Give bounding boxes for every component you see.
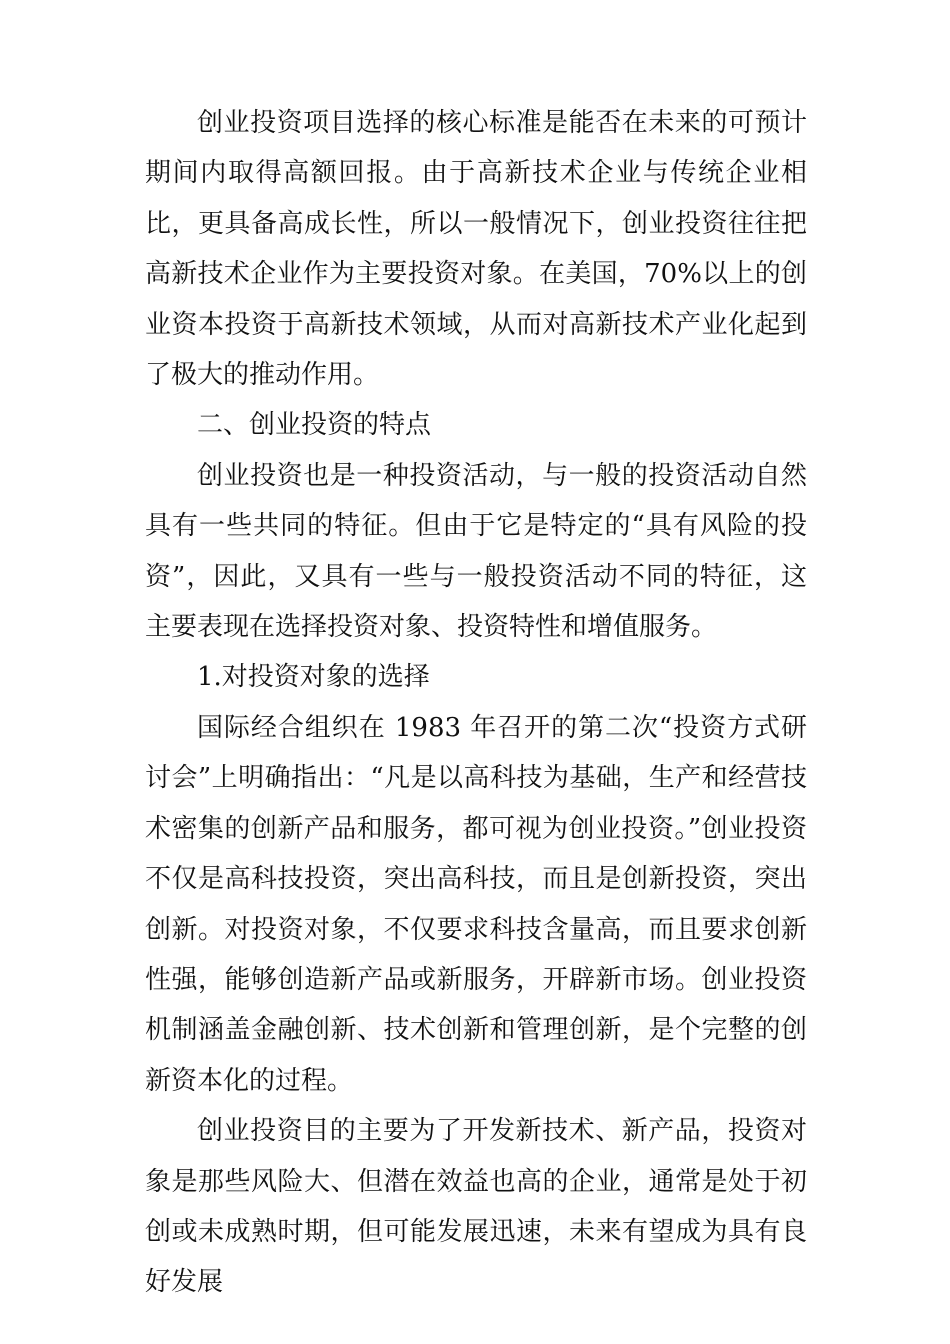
document-body bbox=[145, 98, 807, 1308]
paragraph-characteristics-intro: 创业投资也是一种投资活动，与一般的投资活动自然具有一些共同的特征。但由于它是特定的“具有风险的投资”，因此，又具有一些与一般投资活动不同的特征，这主要表现在选择投资对象、投资特性和增值服务。 bbox=[145, 460, 807, 643]
paragraph-oecd-definition: 国际经合组织在 1983 年召开的第二次“投资方式研讨会”上明确指出：“凡是以高科技为基础，生产和经营技术密集的创新产品和服务，都可视为创业投资。”创业投资不仅是高科技投资，突出高科技，而且是创新投资，突出创新。对投资对象，不仅要求科技含量高，而且要求创新性强，能够创造新产品或新服务，开辟新市场。创业投资机制涵盖金融创新、技术创新和管理创新，是个完整的创新资本化的过程。 bbox=[145, 712, 807, 1096]
paragraph-investment-purpose: 创业投资目的主要为了开发新技术、新产品，投资对象是那些风险大、但潜在效益也高的企业，通常是处于初创或未成熟时期，但可能发展迅速，未来有望成为具有良好发展 bbox=[145, 1116, 807, 1298]
paragraph-selection-criteria: 创业投资项目选择的核心标准是能否在未来的可预计期间内取得高额回报。由于高新技术企业与传统企业相比，更具备高成长性，所以一般情况下，创业投资往往把高新技术企业作为主要投资对象。在美国，70%以上的创业资本投资于高新技术领域，从而对高新技术产业化起到了极大的推动作用。 bbox=[145, 108, 807, 391]
section-heading-characteristics: 二、创业投资的特点 bbox=[197, 410, 432, 441]
subsection-heading-investment-targets: 1.对投资对象的选择 bbox=[197, 662, 430, 693]
